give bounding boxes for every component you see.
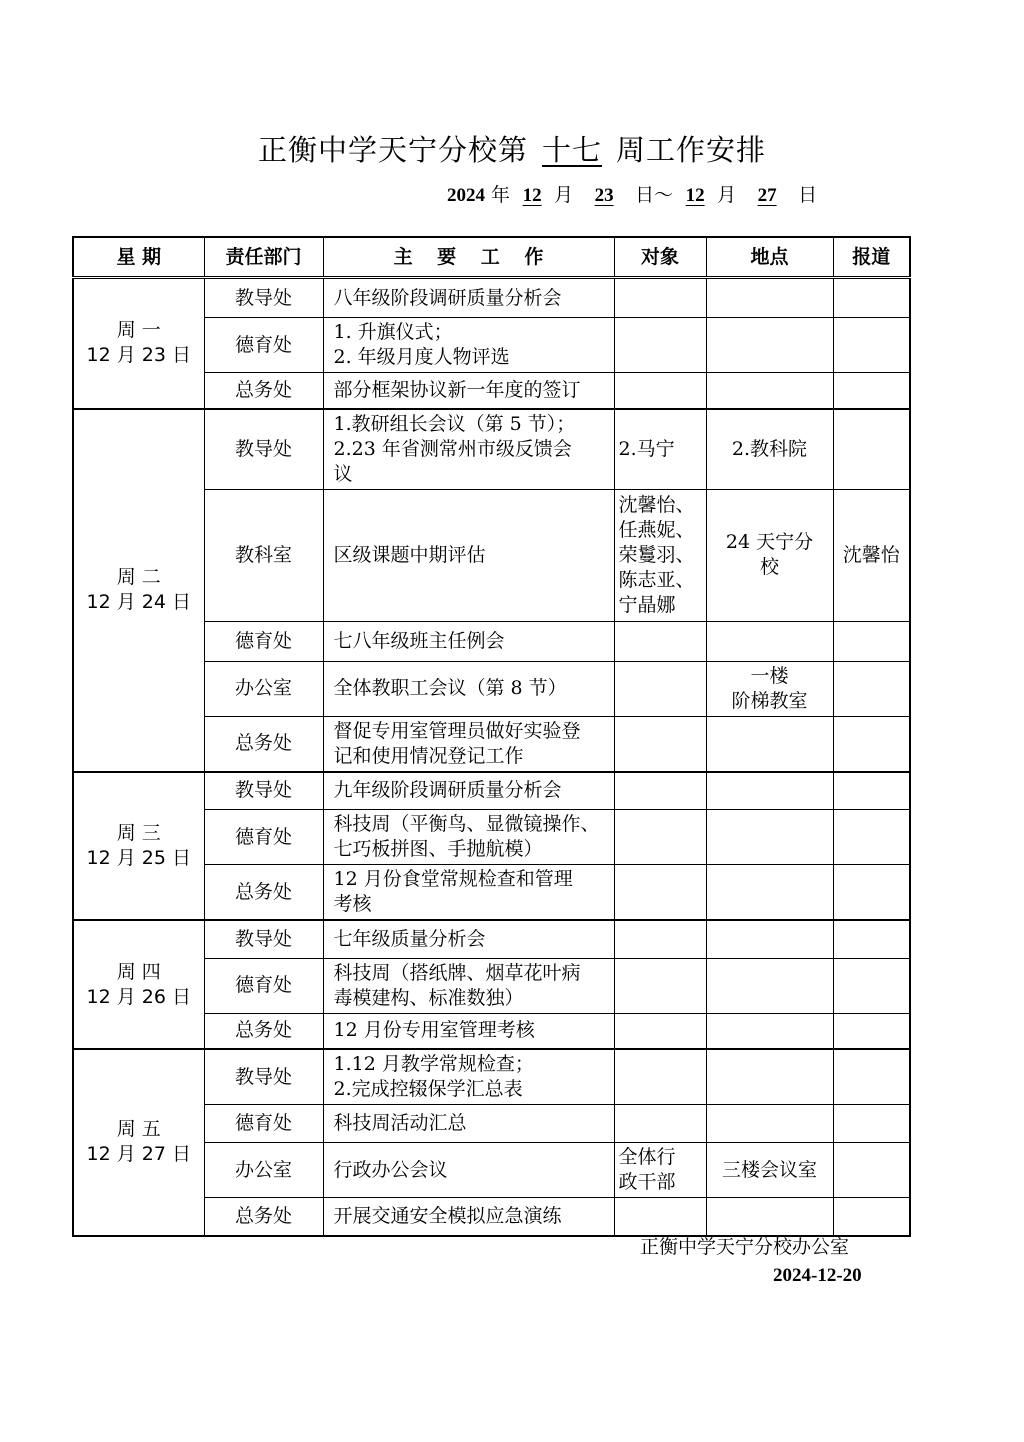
place-cell — [706, 958, 833, 1013]
department-cell: 教导处 — [204, 772, 323, 810]
work-cell-line: 督促专用室管理员做好实验登 — [333, 719, 581, 742]
work-cell-line: 议 — [333, 462, 353, 485]
report-cell — [833, 958, 910, 1013]
report-cell — [833, 661, 910, 716]
target-cell — [614, 958, 706, 1013]
schedule-table — [72, 236, 911, 1237]
department-cell: 总务处 — [204, 716, 323, 772]
date-year: 2024 — [447, 185, 485, 206]
date-start-day: 23 — [594, 185, 614, 206]
work-cell — [323, 716, 614, 772]
weekday-name: 周 一 — [116, 319, 161, 342]
work-cell-line: 记和使用情况登记工作 — [333, 744, 524, 767]
work-cell-line: 区级课题中期评估 — [333, 543, 486, 566]
department-cell: 教导处 — [204, 409, 323, 490]
date-year-unit: 年 — [491, 184, 511, 206]
date-end-day: 27 — [757, 185, 777, 206]
work-cell — [323, 772, 614, 810]
work-cell-line: 七年级质量分析会 — [333, 927, 486, 950]
work-cell-line: 2.完成控辍保学汇总表 — [333, 1078, 523, 1100]
target-cell — [614, 1198, 706, 1236]
work-cell-line: 1.教研组长会议（第 5 节）； — [333, 412, 576, 435]
title-week-number: 十七 — [541, 133, 602, 167]
department-cell: 办公室 — [204, 661, 323, 716]
work-cell — [323, 318, 614, 373]
date-tilde: 日～ — [635, 184, 674, 206]
department-cell: 总务处 — [204, 373, 323, 409]
target-cell — [614, 278, 706, 318]
work-cell-line: 开展交通安全模拟应急演练 — [333, 1204, 562, 1227]
department-cell: 办公室 — [204, 1143, 323, 1198]
work-cell — [323, 621, 614, 661]
work-cell — [323, 373, 614, 409]
work-cell — [323, 1105, 614, 1143]
place-cell — [706, 1013, 833, 1049]
date-day-unit: 日 — [798, 184, 818, 206]
work-cell-line: 2.23 年省测常州市级反馈会 — [333, 437, 572, 460]
department-cell: 教导处 — [204, 920, 323, 958]
work-cell-line: 九年级阶段调研质量分析会 — [333, 779, 562, 802]
target-cell-line: 全体行 — [618, 1146, 676, 1168]
report-cell — [833, 920, 910, 958]
work-cell — [323, 810, 614, 865]
header-department: 责任部门 — [204, 237, 323, 278]
work-cell-line: 行政办公会议 — [333, 1158, 448, 1181]
date-month-unit-2: 月 — [717, 184, 737, 206]
work-cell — [323, 489, 614, 621]
target-cell — [614, 865, 706, 921]
report-cell — [833, 772, 910, 810]
work-cell-line: 七巧板拼图、手抛航模） — [333, 838, 543, 860]
department-cell: 教导处 — [204, 1049, 323, 1105]
date-end-month: 12 — [685, 185, 705, 206]
day-group — [73, 772, 910, 921]
work-cell — [323, 278, 614, 318]
department-cell: 总务处 — [204, 1013, 323, 1049]
target-cell — [614, 1143, 706, 1198]
work-cell — [323, 920, 614, 958]
header-weekday: 星 期 — [73, 237, 204, 278]
header-target: 对象 — [614, 237, 706, 278]
weekday-name: 周 五 — [116, 1118, 161, 1141]
place-cell — [706, 865, 833, 921]
place-cell — [706, 373, 833, 409]
target-cell — [614, 318, 706, 373]
footer-organization: 正衡中学天宁分校办公室 — [640, 1236, 850, 1258]
place-cell — [706, 278, 833, 318]
department-cell: 德育处 — [204, 621, 323, 661]
table-row — [73, 409, 910, 490]
weekday-name: 周 二 — [116, 566, 161, 588]
place-cell — [706, 489, 833, 621]
table-row — [73, 1049, 910, 1105]
work-cell — [323, 661, 614, 716]
target-cell — [614, 1105, 706, 1143]
target-cell — [614, 810, 706, 865]
report-cell — [833, 278, 910, 318]
title-suffix: 周工作安排 — [616, 133, 767, 167]
title-prefix: 正衡中学天宁分校第 — [257, 133, 528, 167]
work-cell-line: 科技周（搭纸牌、烟草花叶病 — [333, 961, 581, 984]
target-cell-line: 陈志亚、 — [618, 568, 695, 591]
place-cell — [706, 1143, 833, 1198]
place-cell — [706, 1049, 833, 1105]
place-cell — [706, 621, 833, 661]
target-cell-line: 2.马宁 — [618, 437, 675, 460]
date-start-month: 12 — [522, 185, 542, 206]
day-group — [73, 409, 910, 772]
weekday-name: 周 四 — [116, 960, 161, 983]
report-cell — [833, 1049, 910, 1105]
work-cell — [323, 1198, 614, 1236]
weekday-name: 周 三 — [116, 821, 161, 844]
place-cell — [706, 1105, 833, 1143]
target-cell — [614, 409, 706, 490]
place-cell — [706, 318, 833, 373]
place-cell — [706, 810, 833, 865]
report-cell — [833, 409, 910, 490]
target-cell — [614, 661, 706, 716]
target-cell — [614, 920, 706, 958]
day-group — [73, 920, 910, 1049]
date-range — [447, 180, 817, 207]
work-cell — [323, 865, 614, 921]
department-cell: 德育处 — [204, 810, 323, 865]
report-cell — [833, 373, 910, 409]
place-cell-line: 阶梯教室 — [731, 689, 808, 712]
place-cell-line: 一楼 — [750, 664, 789, 687]
work-cell — [323, 1049, 614, 1105]
report-cell: 沈馨怡 — [833, 489, 910, 621]
work-cell-line: 科技周活动汇总 — [333, 1112, 467, 1134]
report-cell — [833, 1198, 910, 1236]
work-cell-line: 12 月份专用室管理考核 — [333, 1019, 535, 1042]
place-cell — [706, 409, 833, 490]
weekday-cell — [73, 409, 204, 772]
header-report: 报道 — [833, 237, 910, 278]
weekday-date: 12 月 24 日 — [86, 591, 191, 613]
department-cell: 总务处 — [204, 865, 323, 921]
target-cell — [614, 1013, 706, 1049]
work-cell-line: 毒模建构、标准数独） — [333, 986, 524, 1009]
target-cell-line: 宁晶娜 — [618, 593, 676, 616]
day-group — [73, 1049, 910, 1236]
work-cell — [323, 1143, 614, 1198]
header-row — [73, 237, 910, 278]
target-cell — [614, 1049, 706, 1105]
place-cell-line: 2.教科院 — [731, 437, 808, 460]
target-cell-line: 沈馨怡、 — [618, 493, 695, 516]
report-cell — [833, 1013, 910, 1049]
work-cell-line: 八年级阶段调研质量分析会 — [333, 286, 562, 309]
header-main-work: 主 要 工 作 — [323, 237, 614, 278]
report-cell — [833, 865, 910, 921]
department-cell: 总务处 — [204, 1198, 323, 1236]
department-cell: 德育处 — [204, 1105, 323, 1143]
work-cell — [323, 409, 614, 490]
department-cell: 德育处 — [204, 318, 323, 373]
department-cell: 教导处 — [204, 278, 323, 318]
place-cell — [706, 1198, 833, 1236]
work-cell-line: 七八年级班主任例会 — [333, 629, 505, 652]
report-cell — [833, 716, 910, 772]
work-cell-line: 科技周（平衡鸟、显微镜操作、 — [333, 813, 600, 835]
work-cell-line: 2. 年级月度人物评选 — [333, 346, 510, 368]
weekday-date: 12 月 26 日 — [86, 985, 191, 1008]
report-cell — [833, 621, 910, 661]
work-cell-line: 全体教职工会议（第 8 节） — [333, 677, 567, 699]
day-group — [73, 278, 910, 409]
place-cell — [706, 920, 833, 958]
table-row — [73, 278, 910, 318]
weekday-date: 12 月 27 日 — [86, 1143, 191, 1166]
target-cell — [614, 772, 706, 810]
header-place: 地点 — [706, 237, 833, 278]
department-cell: 德育处 — [204, 958, 323, 1013]
department-cell: 教科室 — [204, 489, 323, 621]
place-cell — [706, 772, 833, 810]
target-cell-line: 政干部 — [618, 1171, 676, 1193]
work-cell-line: 1.12 月教学常规检查； — [333, 1053, 534, 1075]
table-row — [73, 772, 910, 810]
place-cell-line: 24 天宁分校 — [725, 531, 814, 578]
table-row — [73, 920, 910, 958]
weekday-cell — [73, 920, 204, 1049]
weekday-cell — [73, 278, 204, 409]
place-cell-line: 三楼会议室 — [721, 1158, 817, 1181]
target-cell — [614, 489, 706, 621]
report-cell — [833, 1143, 910, 1198]
weekday-cell — [73, 772, 204, 921]
target-cell — [614, 716, 706, 772]
target-cell — [614, 373, 706, 409]
report-cell — [833, 810, 910, 865]
work-cell — [323, 958, 614, 1013]
work-cell-line: 1. 升旗仪式； — [333, 321, 453, 343]
target-cell-line: 荣鬘羽、 — [618, 543, 695, 566]
page-title — [0, 128, 1024, 169]
weekday-date: 12 月 25 日 — [86, 846, 191, 869]
report-cell — [833, 1105, 910, 1143]
place-cell — [706, 716, 833, 772]
work-cell-line: 12 月份食堂常规检查和管理 — [333, 868, 573, 890]
work-cell — [323, 1013, 614, 1049]
place-cell — [706, 661, 833, 716]
weekday-cell — [73, 1049, 204, 1236]
target-cell — [614, 621, 706, 661]
date-month-unit-1: 月 — [554, 184, 574, 206]
report-cell — [833, 318, 910, 373]
target-cell-line: 任燕妮、 — [618, 518, 695, 541]
weekday-date: 12 月 23 日 — [86, 344, 191, 367]
work-cell-line: 部分框架协议新一年度的签订 — [333, 378, 581, 401]
work-cell-line: 考核 — [333, 893, 372, 915]
footer-date: 2024-12-20 — [773, 1265, 862, 1286]
